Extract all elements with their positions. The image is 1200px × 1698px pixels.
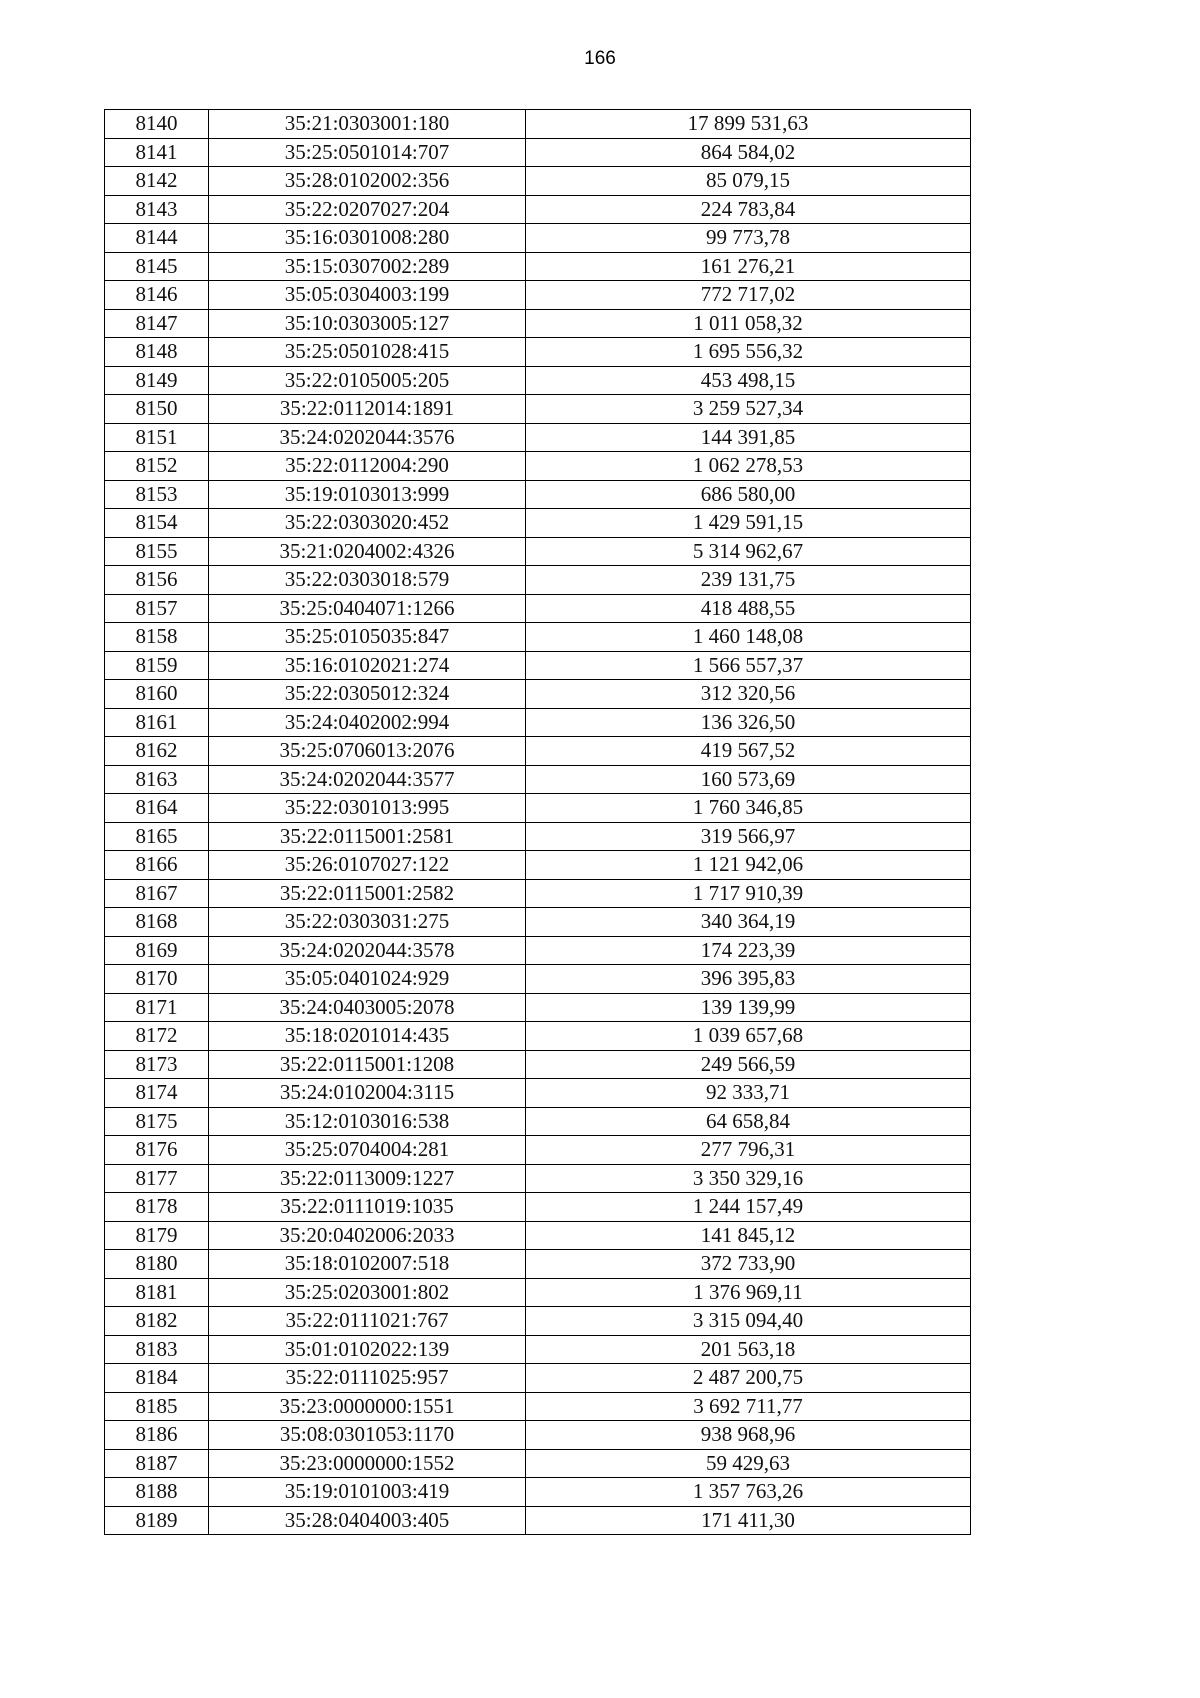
table-row <box>105 537 971 566</box>
row-number-cell: 8163 <box>105 765 209 794</box>
table-row <box>105 110 971 139</box>
row-number-cell: 8141 <box>105 138 209 167</box>
cadastral-value-cell: 161 276,21 <box>526 252 971 281</box>
table-row <box>105 309 971 338</box>
table-row <box>105 1079 971 1108</box>
table-row <box>105 1307 971 1336</box>
row-number-cell: 8158 <box>105 623 209 652</box>
cadastral-value-cell: 1 244 157,49 <box>526 1193 971 1222</box>
table-row <box>105 936 971 965</box>
table-row <box>105 1250 971 1279</box>
table-row <box>105 1421 971 1450</box>
cadastral-value-cell: 772 717,02 <box>526 281 971 310</box>
cadastral-number-cell: 35:25:0404071:1266 <box>209 594 526 623</box>
page-number: 166 <box>584 48 616 69</box>
row-number-cell: 8142 <box>105 167 209 196</box>
cadastral-value-cell: 372 733,90 <box>526 1250 971 1279</box>
table-row <box>105 965 971 994</box>
row-number-cell: 8175 <box>105 1107 209 1136</box>
cadastral-number-cell: 35:18:0201014:435 <box>209 1022 526 1051</box>
row-number-cell: 8151 <box>105 423 209 452</box>
cadastral-value-cell: 319 566,97 <box>526 822 971 851</box>
cadastral-number-cell: 35:25:0706013:2076 <box>209 737 526 766</box>
table-row <box>105 195 971 224</box>
cadastral-value-cell: 418 488,55 <box>526 594 971 623</box>
row-number-cell: 8170 <box>105 965 209 994</box>
cadastral-number-cell: 35:22:0115001:2581 <box>209 822 526 851</box>
row-number-cell: 8144 <box>105 224 209 253</box>
row-number-cell: 8189 <box>105 1506 209 1535</box>
table-row <box>105 1449 971 1478</box>
table-row <box>105 708 971 737</box>
cadastral-value-cell: 249 566,59 <box>526 1050 971 1079</box>
cadastral-value-cell: 99 773,78 <box>526 224 971 253</box>
cadastral-value-cell: 1 429 591,15 <box>526 509 971 538</box>
table-row <box>105 509 971 538</box>
table-body <box>105 110 971 1535</box>
table-row <box>105 737 971 766</box>
cadastral-number-cell: 35:16:0301008:280 <box>209 224 526 253</box>
cadastral-value-cell: 136 326,50 <box>526 708 971 737</box>
table-row <box>105 1478 971 1507</box>
table-row <box>105 1193 971 1222</box>
table-row <box>105 566 971 595</box>
table-row <box>105 623 971 652</box>
row-number-cell: 8147 <box>105 309 209 338</box>
cadastral-number-cell: 35:10:0303005:127 <box>209 309 526 338</box>
cadastral-number-cell: 35:24:0202044:3576 <box>209 423 526 452</box>
table-row <box>105 366 971 395</box>
row-number-cell: 8152 <box>105 452 209 481</box>
cadastral-value-cell: 419 567,52 <box>526 737 971 766</box>
cadastral-value-cell: 139 139,99 <box>526 993 971 1022</box>
table-row <box>105 1107 971 1136</box>
row-number-cell: 8154 <box>105 509 209 538</box>
row-number-cell: 8143 <box>105 195 209 224</box>
table-row <box>105 423 971 452</box>
row-number-cell: 8164 <box>105 794 209 823</box>
table-row <box>105 822 971 851</box>
table-row <box>105 765 971 794</box>
cadastral-number-cell: 35:25:0105035:847 <box>209 623 526 652</box>
cadastral-value-cell: 92 333,71 <box>526 1079 971 1108</box>
cadastral-number-cell: 35:08:0301053:1170 <box>209 1421 526 1450</box>
row-number-cell: 8146 <box>105 281 209 310</box>
row-number-cell: 8180 <box>105 1250 209 1279</box>
cadastral-value-cell: 85 079,15 <box>526 167 971 196</box>
cadastral-number-cell: 35:19:0103013:999 <box>209 480 526 509</box>
table-row <box>105 167 971 196</box>
cadastral-number-cell: 35:01:0102022:139 <box>209 1335 526 1364</box>
cadastral-value-cell: 1 011 058,32 <box>526 309 971 338</box>
cadastral-number-cell: 35:22:0112004:290 <box>209 452 526 481</box>
cadastral-number-cell: 35:25:0501014:707 <box>209 138 526 167</box>
cadastral-value-cell: 1 695 556,32 <box>526 338 971 367</box>
cadastral-value-cell: 59 429,63 <box>526 1449 971 1478</box>
cadastral-value-cell: 1 760 346,85 <box>526 794 971 823</box>
table-row <box>105 594 971 623</box>
table-row <box>105 1164 971 1193</box>
table-row <box>105 1506 971 1535</box>
cadastral-value-cell: 1 039 657,68 <box>526 1022 971 1051</box>
table-row <box>105 1136 971 1165</box>
row-number-cell: 8171 <box>105 993 209 1022</box>
row-number-cell: 8184 <box>105 1364 209 1393</box>
cadastral-number-cell: 35:21:0204002:4326 <box>209 537 526 566</box>
cadastral-value-cell: 1 460 148,08 <box>526 623 971 652</box>
cadastral-value-cell: 1 062 278,53 <box>526 452 971 481</box>
row-number-cell: 8150 <box>105 395 209 424</box>
cadastral-number-cell: 35:22:0115001:2582 <box>209 879 526 908</box>
table-row <box>105 908 971 937</box>
cadastral-value-cell: 3 259 527,34 <box>526 395 971 424</box>
cadastral-value-table <box>104 109 971 1535</box>
row-number-cell: 8166 <box>105 851 209 880</box>
cadastral-number-cell: 35:24:0402002:994 <box>209 708 526 737</box>
cadastral-value-cell: 171 411,30 <box>526 1506 971 1535</box>
table-row <box>105 281 971 310</box>
table-row <box>105 1278 971 1307</box>
table-row <box>105 1364 971 1393</box>
cadastral-value-cell: 64 658,84 <box>526 1107 971 1136</box>
table-row <box>105 1022 971 1051</box>
cadastral-value-cell: 3 350 329,16 <box>526 1164 971 1193</box>
cadastral-number-cell: 35:23:0000000:1551 <box>209 1392 526 1421</box>
cadastral-value-cell: 174 223,39 <box>526 936 971 965</box>
row-number-cell: 8168 <box>105 908 209 937</box>
cadastral-value-cell: 1 121 942,06 <box>526 851 971 880</box>
cadastral-value-cell: 1 566 557,37 <box>526 651 971 680</box>
cadastral-number-cell: 35:23:0000000:1552 <box>209 1449 526 1478</box>
row-number-cell: 8160 <box>105 680 209 709</box>
row-number-cell: 8169 <box>105 936 209 965</box>
cadastral-number-cell: 35:24:0403005:2078 <box>209 993 526 1022</box>
cadastral-number-cell: 35:24:0202044:3578 <box>209 936 526 965</box>
row-number-cell: 8161 <box>105 708 209 737</box>
table-row <box>105 1392 971 1421</box>
cadastral-value-cell: 3 692 711,77 <box>526 1392 971 1421</box>
cadastral-number-cell: 35:22:0111019:1035 <box>209 1193 526 1222</box>
row-number-cell: 8174 <box>105 1079 209 1108</box>
cadastral-number-cell: 35:22:0111025:957 <box>209 1364 526 1393</box>
cadastral-value-cell: 1 376 969,11 <box>526 1278 971 1307</box>
cadastral-number-cell: 35:20:0402006:2033 <box>209 1221 526 1250</box>
cadastral-number-cell: 35:28:0404003:405 <box>209 1506 526 1535</box>
table-row <box>105 138 971 167</box>
table-row <box>105 680 971 709</box>
cadastral-number-cell: 35:22:0301013:995 <box>209 794 526 823</box>
cadastral-value-cell: 1 357 763,26 <box>526 1478 971 1507</box>
cadastral-value-cell: 3 315 094,40 <box>526 1307 971 1336</box>
row-number-cell: 8187 <box>105 1449 209 1478</box>
cadastral-number-cell: 35:16:0102021:274 <box>209 651 526 680</box>
cadastral-value-cell: 144 391,85 <box>526 423 971 452</box>
row-number-cell: 8165 <box>105 822 209 851</box>
cadastral-number-cell: 35:22:0303018:579 <box>209 566 526 595</box>
row-number-cell: 8188 <box>105 1478 209 1507</box>
cadastral-value-cell: 5 314 962,67 <box>526 537 971 566</box>
row-number-cell: 8140 <box>105 110 209 139</box>
cadastral-value-cell: 340 364,19 <box>526 908 971 937</box>
cadastral-value-cell: 277 796,31 <box>526 1136 971 1165</box>
cadastral-number-cell: 35:05:0401024:929 <box>209 965 526 994</box>
cadastral-number-cell: 35:22:0111021:767 <box>209 1307 526 1336</box>
cadastral-number-cell: 35:22:0303020:452 <box>209 509 526 538</box>
table-row <box>105 1335 971 1364</box>
row-number-cell: 8173 <box>105 1050 209 1079</box>
row-number-cell: 8156 <box>105 566 209 595</box>
cadastral-number-cell: 35:24:0202044:3577 <box>209 765 526 794</box>
row-number-cell: 8148 <box>105 338 209 367</box>
row-number-cell: 8162 <box>105 737 209 766</box>
row-number-cell: 8185 <box>105 1392 209 1421</box>
row-number-cell: 8172 <box>105 1022 209 1051</box>
cadastral-value-cell: 141 845,12 <box>526 1221 971 1250</box>
table-row <box>105 993 971 1022</box>
row-number-cell: 8179 <box>105 1221 209 1250</box>
cadastral-value-cell: 201 563,18 <box>526 1335 971 1364</box>
cadastral-number-cell: 35:24:0102004:3115 <box>209 1079 526 1108</box>
cadastral-number-cell: 35:25:0704004:281 <box>209 1136 526 1165</box>
table-row <box>105 338 971 367</box>
table-row <box>105 651 971 680</box>
row-number-cell: 8153 <box>105 480 209 509</box>
row-number-cell: 8186 <box>105 1421 209 1450</box>
cadastral-number-cell: 35:22:0305012:324 <box>209 680 526 709</box>
table-row <box>105 224 971 253</box>
cadastral-number-cell: 35:28:0102002:356 <box>209 167 526 196</box>
cadastral-number-cell: 35:26:0107027:122 <box>209 851 526 880</box>
cadastral-number-cell: 35:21:0303001:180 <box>209 110 526 139</box>
cadastral-value-cell: 224 783,84 <box>526 195 971 224</box>
cadastral-number-cell: 35:22:0112014:1891 <box>209 395 526 424</box>
cadastral-value-cell: 686 580,00 <box>526 480 971 509</box>
row-number-cell: 8145 <box>105 252 209 281</box>
table-row <box>105 851 971 880</box>
table-row <box>105 395 971 424</box>
cadastral-number-cell: 35:15:0307002:289 <box>209 252 526 281</box>
cadastral-number-cell: 35:22:0105005:205 <box>209 366 526 395</box>
cadastral-value-cell: 239 131,75 <box>526 566 971 595</box>
row-number-cell: 8176 <box>105 1136 209 1165</box>
cadastral-value-cell: 2 487 200,75 <box>526 1364 971 1393</box>
row-number-cell: 8183 <box>105 1335 209 1364</box>
row-number-cell: 8167 <box>105 879 209 908</box>
row-number-cell: 8181 <box>105 1278 209 1307</box>
cadastral-number-cell: 35:05:0304003:199 <box>209 281 526 310</box>
table-row <box>105 1050 971 1079</box>
table-row <box>105 252 971 281</box>
cadastral-number-cell: 35:18:0102007:518 <box>209 1250 526 1279</box>
row-number-cell: 8159 <box>105 651 209 680</box>
table-row <box>105 879 971 908</box>
row-number-cell: 8149 <box>105 366 209 395</box>
row-number-cell: 8177 <box>105 1164 209 1193</box>
row-number-cell: 8155 <box>105 537 209 566</box>
cadastral-value-cell: 17 899 531,63 <box>526 110 971 139</box>
row-number-cell: 8157 <box>105 594 209 623</box>
cadastral-number-cell: 35:25:0501028:415 <box>209 338 526 367</box>
cadastral-value-cell: 160 573,69 <box>526 765 971 794</box>
row-number-cell: 8182 <box>105 1307 209 1336</box>
cadastral-value-cell: 864 584,02 <box>526 138 971 167</box>
row-number-cell: 8178 <box>105 1193 209 1222</box>
cadastral-number-cell: 35:22:0113009:1227 <box>209 1164 526 1193</box>
cadastral-number-cell: 35:12:0103016:538 <box>209 1107 526 1136</box>
table-row <box>105 794 971 823</box>
table-row <box>105 1221 971 1250</box>
cadastral-value-cell: 312 320,56 <box>526 680 971 709</box>
table-row <box>105 480 971 509</box>
cadastral-number-cell: 35:22:0303031:275 <box>209 908 526 937</box>
cadastral-number-cell: 35:22:0207027:204 <box>209 195 526 224</box>
cadastral-value-cell: 396 395,83 <box>526 965 971 994</box>
table-row <box>105 452 971 481</box>
cadastral-number-cell: 35:25:0203001:802 <box>209 1278 526 1307</box>
cadastral-number-cell: 35:22:0115001:1208 <box>209 1050 526 1079</box>
cadastral-value-cell: 1 717 910,39 <box>526 879 971 908</box>
cadastral-value-cell: 453 498,15 <box>526 366 971 395</box>
cadastral-value-cell: 938 968,96 <box>526 1421 971 1450</box>
cadastral-number-cell: 35:19:0101003:419 <box>209 1478 526 1507</box>
